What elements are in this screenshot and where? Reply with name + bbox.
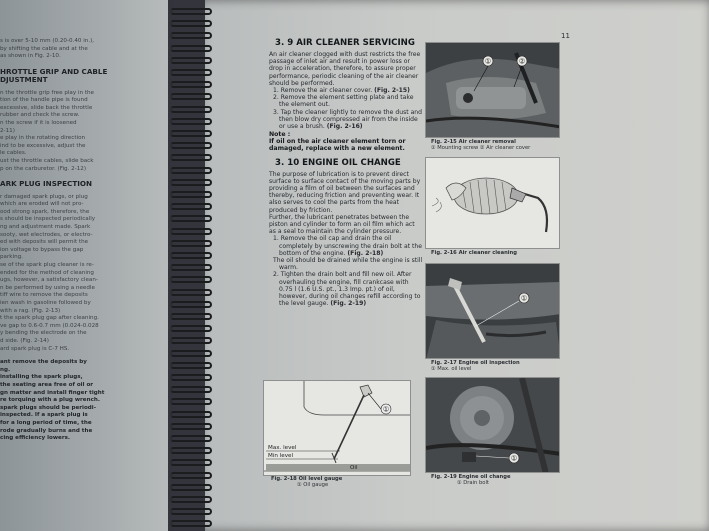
step-number: 1. <box>273 235 279 243</box>
left-page-line: ant remove the deposits by <box>0 359 87 366</box>
left-page-line: rode gradually burns and the <box>0 427 93 434</box>
binding-coil <box>170 472 212 479</box>
left-page-line: for a long period of time, the <box>0 420 92 426</box>
right-page <box>205 0 709 531</box>
binding-coil <box>170 350 212 357</box>
binding-coil <box>170 252 212 259</box>
binding-coil <box>170 264 212 271</box>
fig-2-16-caption: Fig. 2-16 Air cleaner cleaning <box>431 250 517 256</box>
binding-coil <box>170 313 212 320</box>
binding-coil <box>170 398 212 405</box>
left-page-line: sooty, wet electrodes, or electro- <box>0 231 93 238</box>
figure-air-cleaner-removal <box>425 42 560 138</box>
binding-coil <box>170 520 212 527</box>
text-column <box>269 38 423 308</box>
figure-oil-level-gauge <box>263 380 411 476</box>
left-page-line: ARK PLUG INSPECTION <box>0 179 93 189</box>
left-page-line: e play in the rotating direction <box>0 135 86 142</box>
fig-2-17-marker-1: ① <box>520 294 528 303</box>
engine-oil-change-photo <box>426 378 560 473</box>
procedure-step <box>269 271 423 307</box>
figure-reference: (Fig. 2-19) <box>330 300 367 308</box>
binding-coil <box>170 386 212 393</box>
left-page-line: d side. (Fig. 2-14) <box>0 338 49 344</box>
left-page-line: parking. <box>0 254 23 261</box>
fig-2-15-marker-1: ① <box>484 57 492 66</box>
binding-coil <box>170 32 212 39</box>
left-page-line: as shown in Fig. 2-10. <box>0 53 61 60</box>
binding-coil <box>170 81 212 88</box>
binding-coil <box>170 130 212 137</box>
left-page-line: spark plugs should be periodi- <box>0 404 97 411</box>
left-page-line: n the screw if it is loosened <box>0 120 77 126</box>
binding-coil <box>170 301 212 308</box>
left-page-line: cing efficiency lowers. <box>0 435 71 442</box>
left-page-line: y bending the electrode on the <box>0 330 87 337</box>
binding-coil <box>170 69 212 76</box>
left-page-line: ood strong spark, therefore, the <box>0 208 90 215</box>
binding-coil <box>170 289 212 296</box>
binding-coil <box>170 240 212 247</box>
left-page-line: by shifting the cable and at the <box>0 45 88 52</box>
procedure-step <box>269 235 423 257</box>
binding-coil <box>170 459 212 466</box>
binding-coil <box>170 337 212 344</box>
left-page-line: re torquing with a plug wrench. <box>0 397 101 404</box>
fig-2-15-caption: Fig. 2-15 Air cleaner removal ① Mounting screw ② Air cleaner cover <box>431 139 531 151</box>
figure-reference: (Fig. 2-16) <box>326 123 363 131</box>
left-page-line: ed with deposits will permit the <box>0 239 89 246</box>
step-text: Tighten the drain bolt and fill new oil. After overhauling the engine, fill crankcase with 0.75 l (1.6 U.S. pt., 1.3 Imp. pt.) of oil, however, during oil changes refill according to the level gauge. <box>279 271 421 308</box>
fig-2-19-caption: Fig. 2-19 Engine oil change ① Drain bolt <box>431 474 511 486</box>
figure-engine-oil-inspection <box>425 263 560 359</box>
step-text: Tap the cleaner lightly to remove the dust and then blow dry compressed air from the inside or use a brush. <box>279 108 423 131</box>
binding-coil <box>170 179 212 186</box>
left-page-line: ion voltage to bypass the gap <box>0 246 84 253</box>
procedure-step <box>269 257 423 271</box>
step-number: 2. <box>273 271 279 279</box>
fig-2-18-marker-1: ① <box>382 405 390 414</box>
left-page-line: ve gap to 0.6-0.7 mm (0.024-0.028 <box>0 322 99 329</box>
left-page-line: ended for the method of cleaning <box>0 269 94 276</box>
binding-coil <box>170 118 212 125</box>
binding-coil <box>170 215 212 222</box>
left-page-line: ng. <box>0 366 11 373</box>
left-page-line: which are eroded will not pro- <box>0 201 84 208</box>
binding-coil <box>170 154 212 161</box>
binding-coil <box>170 93 212 100</box>
binding-coil <box>170 423 212 430</box>
binding-coil <box>170 106 212 113</box>
max-level-label: Max. level <box>268 445 297 451</box>
step-text: The oil should be drained while the engine is still warm. <box>273 257 423 272</box>
engine-oil-steps <box>269 235 423 307</box>
binding-coil <box>170 411 212 418</box>
oil-label: Oil <box>350 465 358 471</box>
oil-level-gauge-illustration <box>264 381 411 476</box>
binding-coil <box>170 374 212 381</box>
left-page-line: ust the throttle cables, slide back <box>0 158 94 164</box>
left-page-line: le cables. <box>0 150 27 157</box>
left-page-line: gn matter and install finger tight <box>0 389 105 396</box>
fig-2-15-marker-2: ② <box>518 57 526 66</box>
procedure-step <box>269 87 423 94</box>
binding-coil <box>170 203 212 210</box>
left-page-line: the seating area free of oil or <box>0 382 94 388</box>
left-page-line: p on the carburetor. (Fig. 2-12) <box>0 165 87 172</box>
left-page-line: tion of the handle pipe is found <box>0 97 88 104</box>
step-number: 2. <box>273 94 279 102</box>
binding-coil <box>170 325 212 332</box>
left-page-line: s is over 5-10 mm (0.20-0.40 in.), <box>0 38 95 44</box>
binding-coil <box>170 191 212 198</box>
air-cleaner-cleaning-illustration <box>426 158 560 249</box>
binding-coil <box>170 57 212 64</box>
left-page-line: 2-11) <box>0 127 15 134</box>
left-page-line: ng and adjustment made. Spark <box>0 224 91 230</box>
binding-coil <box>170 276 212 283</box>
left-page <box>0 0 168 531</box>
left-page-line: ugs, however, a satisfactory clean- <box>0 277 98 284</box>
left-page-line: ien wash in gasoline followed by <box>0 300 91 306</box>
figure-reference: (Fig. 2-15) <box>374 87 410 95</box>
figure-reference: (Fig. 2-18) <box>347 249 384 257</box>
fig-2-17-caption: Fig. 2-17 Engine oil inspection ① Max. oil level <box>431 360 520 372</box>
min-level-label: Min level <box>268 453 294 459</box>
fig-2-19-marker-1: ① <box>510 454 518 463</box>
binding-coil <box>170 435 212 442</box>
left-page-line: HROTTLE GRIP AND CABLE <box>0 66 108 76</box>
left-page-line: n be performed by using a needle <box>0 284 95 291</box>
left-page-line: r damaged spark plugs, or plug <box>0 193 88 200</box>
binding-coil <box>170 447 212 454</box>
procedure-step <box>269 94 423 108</box>
binding-coil <box>170 45 212 52</box>
engine-oil-inspection-photo <box>426 264 560 359</box>
engine-oil-intro: The purpose of lubrication is to prevent direct surface to surface contact of the moving parts by providing a film of oil between the surfaces and thereby, reducing friction and preventing wear. It also serves to cool the parts from the heat produced by friction. <box>269 170 421 214</box>
binding-coil <box>170 8 212 15</box>
left-page-line: ind to be excessive, adjust the <box>0 142 86 149</box>
left-page-line: installing the spark plugs, <box>0 374 83 381</box>
left-page-line: n the throttle grip free play in the <box>0 89 94 96</box>
left-page-line: excessive, slide back the throttle <box>0 104 93 111</box>
step-text: Remove the oil cap and drain the oil completely by unscrewing the drain bolt at the bottom of the engine. <box>279 235 423 257</box>
air-cleaner-removal-photo <box>426 43 560 138</box>
step-text: Remove the element setting plate and take the element out. <box>279 94 414 109</box>
air-cleaner-intro: An air cleaner clogged with dust restricts the free passage of inlet air and result in power loss or drop in acceleration, therefore, to assure proper performance, periodic cleaning of the air cleaner should be performed. <box>269 51 421 87</box>
left-page-line: DJUSTMENT <box>0 75 48 85</box>
left-page-line: t the spark plug gap after cleaning. <box>0 315 99 322</box>
procedure-step <box>269 109 423 131</box>
left-page-line: inspected. If a spark plug is <box>0 412 88 419</box>
note-label: Note : <box>269 131 291 139</box>
left-page-line: with a rag. (Fig. 2-13) <box>0 307 61 314</box>
step-text: Remove the air cleaner cover. <box>280 87 375 95</box>
binding-coil <box>170 484 212 491</box>
left-page-line: se of the spark plug cleaner is re- <box>0 262 94 268</box>
page-number: 11 <box>561 32 570 40</box>
left-page-line: s should be inspected periodically <box>0 216 96 223</box>
air-cleaner-steps <box>269 87 423 130</box>
binding-coil <box>170 508 212 515</box>
figure-engine-oil-change <box>425 377 560 473</box>
step-number: 3. <box>273 108 279 116</box>
spiral-binding <box>164 0 220 531</box>
fig-2-18-caption: Fig. 2-18 Oil level gauge ① Oil gauge <box>271 476 343 488</box>
left-page-line: rubber and check the screw. <box>0 112 80 119</box>
figure-air-cleaner-cleaning <box>425 157 560 249</box>
step-number: 1. <box>273 87 279 95</box>
left-page-line: tiff wire to remove the deposits <box>0 292 88 299</box>
section-title-air-cleaner: 3. 9 AIR CLEANER SERVICING <box>275 38 415 48</box>
binding-coil <box>170 167 212 174</box>
binding-coil <box>170 362 212 369</box>
note-text: If oil on the air cleaner element torn or damaged, replace with a new element. <box>269 138 406 153</box>
binding-coil <box>170 20 212 27</box>
engine-oil-intro-2: Further, the lubricant penetrates between the piston and cylinder to form an oil film which act as a seal to maintain the cylinder pressure. <box>269 213 415 236</box>
left-page-line: ard spark plug is C-7 HS. <box>0 345 70 352</box>
section-title-engine-oil: 3. 10 ENGINE OIL CHANGE <box>275 157 401 168</box>
binding-coil <box>170 142 212 149</box>
binding-coil <box>170 496 212 503</box>
binding-coil <box>170 228 212 235</box>
